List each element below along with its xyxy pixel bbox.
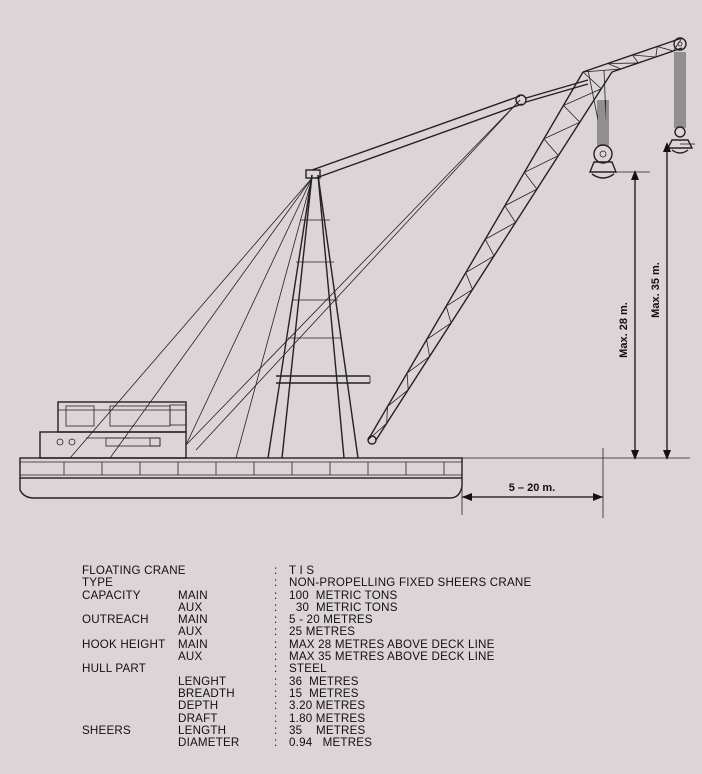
spec-value: MAX 28 METRES ABOVE DECK LINE bbox=[289, 637, 495, 651]
spec-label: CAPACITY bbox=[82, 588, 141, 602]
spec-separator: : bbox=[274, 699, 278, 713]
spec-label: HOOK HEIGHT bbox=[82, 637, 166, 651]
deckhouse bbox=[40, 402, 186, 458]
spec-separator: : bbox=[274, 576, 278, 590]
spec-separator: : bbox=[274, 723, 278, 737]
spec-sublabel: MAIN bbox=[178, 637, 208, 651]
dimension-lines bbox=[462, 142, 695, 518]
spec-label: TYPE bbox=[82, 576, 114, 590]
spec-value: T I S bbox=[289, 564, 315, 577]
spec-separator: : bbox=[274, 686, 278, 700]
spec-sublabel: DIAMETER bbox=[178, 736, 240, 750]
spec-sublabel: DRAFT bbox=[178, 711, 218, 725]
main-hook-height-label: Max. 28 m. bbox=[618, 302, 630, 358]
spec-value: 25 METRES bbox=[289, 625, 356, 639]
barge-hull bbox=[20, 458, 462, 498]
topping-strut bbox=[312, 80, 588, 178]
spec-sublabel: AUX bbox=[178, 650, 203, 664]
spec-sublabel: MAIN bbox=[178, 588, 208, 602]
spec-value: 3.20 METRES bbox=[289, 699, 366, 713]
spec-separator: : bbox=[274, 564, 278, 577]
aux-hook-block bbox=[668, 52, 692, 153]
spec-sublabel: DEPTH bbox=[178, 699, 219, 713]
spec-separator: : bbox=[274, 600, 278, 614]
spec-value: 36 METRES bbox=[289, 674, 359, 688]
spec-value: STEEL bbox=[289, 662, 327, 676]
spec-separator: : bbox=[274, 736, 278, 750]
outreach-dimension-label: 5 – 20 m. bbox=[508, 482, 556, 494]
spec-sublabel: MAIN bbox=[178, 613, 208, 627]
main-hook-block bbox=[590, 100, 616, 178]
aux-hook-height-label: Max. 35 m. bbox=[650, 262, 662, 318]
spec-sublabel: AUX bbox=[178, 600, 203, 614]
spec-value: 35 METRES bbox=[289, 723, 366, 737]
spec-value: 15 METRES bbox=[289, 686, 359, 700]
spec-sublabel: BREADTH bbox=[178, 686, 235, 700]
spec-value: 30 METRIC TONS bbox=[289, 600, 398, 614]
spec-separator: : bbox=[274, 711, 278, 725]
a-frame-tower bbox=[268, 170, 370, 458]
spec-separator: : bbox=[274, 588, 278, 602]
spec-label: OUTREACH bbox=[82, 613, 149, 627]
lattice-boom bbox=[368, 38, 686, 444]
spec-value: NON-PROPELLING FIXED SHEERS CRANE bbox=[289, 576, 532, 590]
spec-label: FLOATING CRANE bbox=[82, 564, 186, 577]
spec-value: 5 - 20 METRES bbox=[289, 613, 373, 627]
spec-separator: : bbox=[274, 674, 278, 688]
spec-value: 100 METRIC TONS bbox=[289, 588, 398, 602]
spec-separator: : bbox=[274, 662, 278, 676]
spec-value: 0.94 METRES bbox=[289, 736, 373, 750]
stay-cables bbox=[70, 100, 520, 458]
spec-value: 1.80 METRES bbox=[289, 711, 366, 725]
spec-sublabel: LENGHT bbox=[178, 674, 227, 688]
spec-separator: : bbox=[274, 650, 278, 664]
spec-separator: : bbox=[274, 637, 278, 651]
spec-separator: : bbox=[274, 613, 278, 627]
spec-separator: : bbox=[274, 625, 278, 639]
spec-label: SHEERS bbox=[82, 723, 131, 737]
spec-sublabel: AUX bbox=[178, 625, 203, 639]
spec-sublabel: LENGTH bbox=[178, 723, 227, 737]
spec-label: HULL PART bbox=[82, 662, 147, 676]
spec-value: MAX 35 METRES ABOVE DECK LINE bbox=[289, 650, 495, 664]
